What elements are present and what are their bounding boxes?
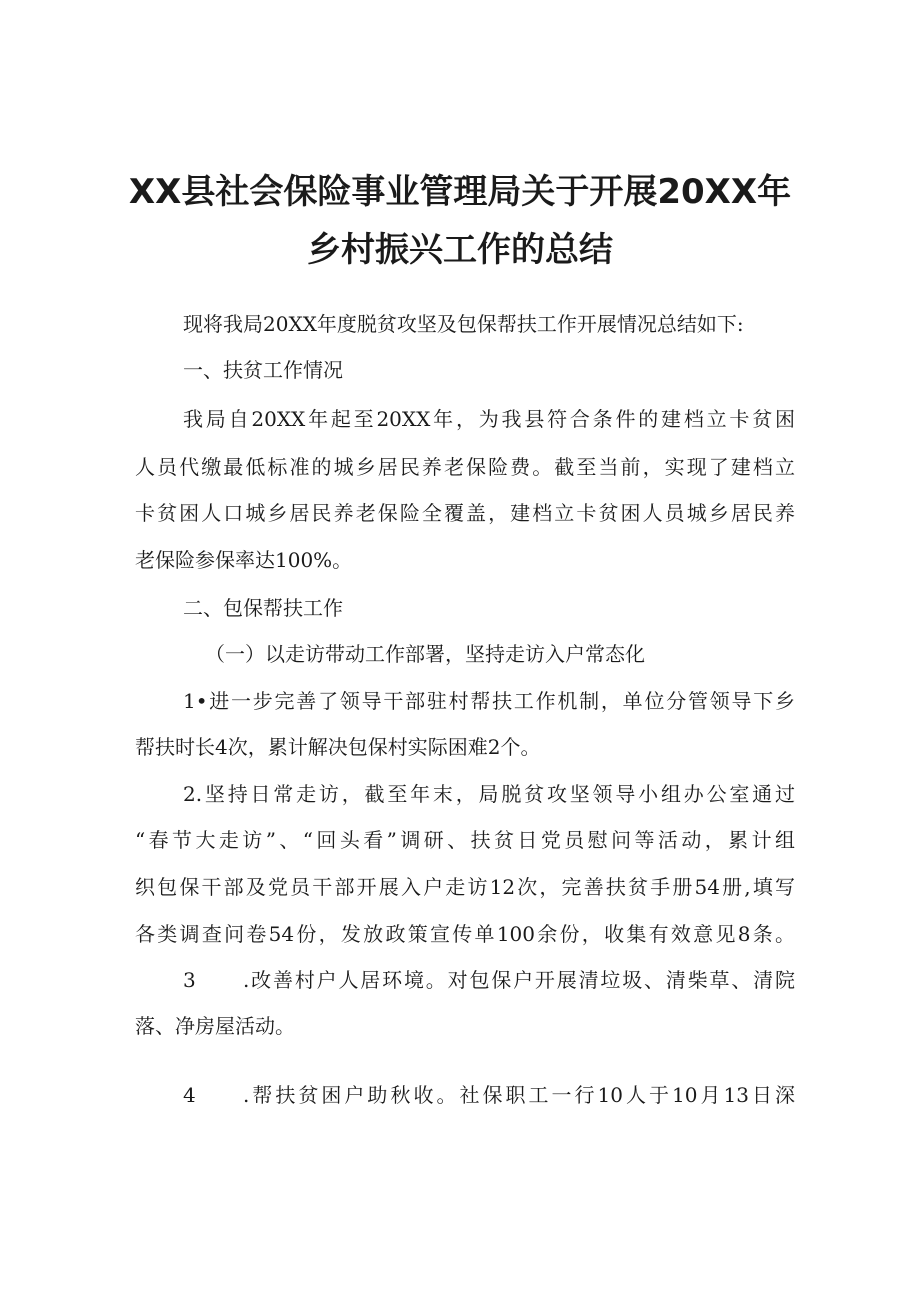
section-1-line-2: 人员代缴最低标准的城乡居民养老保险费。截至当前，实现了建档立 — [135, 455, 795, 479]
item-2-line-4: 各类调查问卷54份，发放政策宣传单100余份，收集有效意见8条。 — [135, 922, 795, 946]
item-3-line-1: .改善村户人居环境。对包保户开展清垃圾、清柴草、清院 — [243, 968, 795, 992]
item-2-line-1: 2.坚持日常走访，截至年末，局脱贫攻坚领导小组办公室通过 — [183, 782, 795, 806]
item-4-number: 4 — [183, 1083, 196, 1107]
intro-paragraph: 现将我局20XX年度脱贫攻坚及包保帮扶工作开展情况总结如下: — [183, 312, 744, 336]
item-4-line-1: .帮扶贫困户助秋收。社保职工一行10人于10月13日深 — [243, 1083, 795, 1107]
section-1-line-4: 老保险参保率达100%。 — [135, 548, 353, 572]
item-1-line-2: 帮扶时长4次，累计解决包保村实际困难2个。 — [135, 735, 541, 759]
item-1-line-1: 1•进一步完善了领导干部驻村帮扶工作机制，单位分管领导下乡 — [183, 689, 795, 713]
item-3-number: 3 — [183, 968, 196, 992]
document-title-line-2: 乡村振兴工作的总结 — [307, 230, 613, 270]
document-title-line-1: XX县社会保险事业管理局关于开展20XX年 — [128, 172, 792, 212]
item-2-line-2: “春节大走访”、“回头看”调研、扶贫日党员慰问等活动，累计组 — [135, 828, 795, 852]
subsection-1-heading: （一）以走访带动工作部署，坚持走访入户常态化 — [205, 642, 645, 666]
section-2-heading: 二、包保帮扶工作 — [183, 596, 343, 620]
item-3-line-2: 落、净房屋活动。 — [135, 1014, 295, 1038]
section-1-line-1: 我局自20XX年起至20XX年，为我县符合条件的建档立卡贫困 — [183, 407, 795, 431]
item-2-line-3: 织包保干部及党员干部开展入户走访12次，完善扶贫手册54册,填写 — [135, 875, 795, 899]
section-1-line-3: 卡贫困人口城乡居民养老保险全覆盖，建档立卡贫困人员城乡居民养 — [135, 501, 795, 525]
section-1-heading: 一、扶贫工作情况 — [183, 358, 343, 382]
